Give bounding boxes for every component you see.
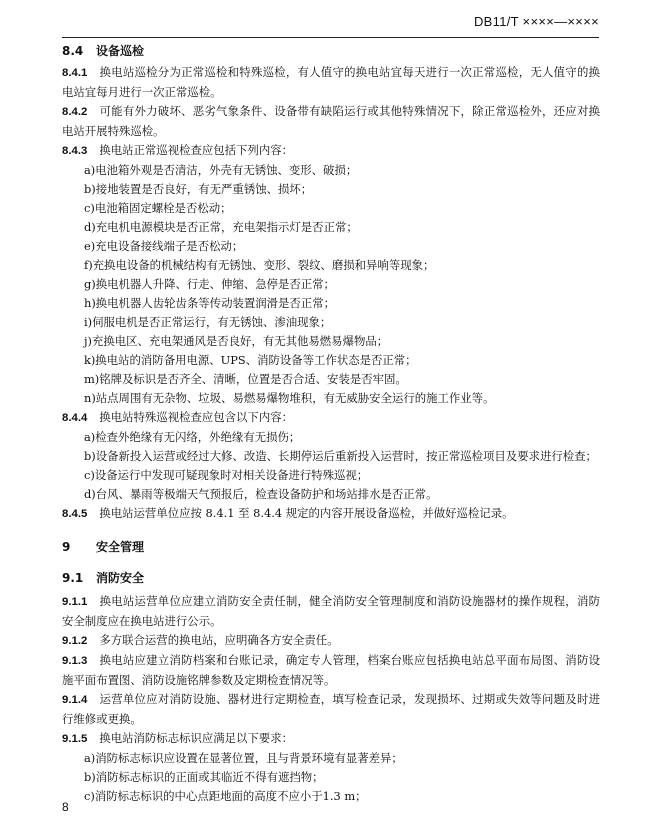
clause-number: 9.1.1	[62, 596, 88, 608]
clause-text: 多方联合运营的换电站，应明确各方安全责任。	[99, 633, 339, 647]
section-number: 8.4	[62, 44, 84, 58]
section-heading-9	[62, 538, 600, 555]
clause-text: 换电站巡检分为正常巡检和特殊巡检，有人值守的换电站宜每天进行一次正常巡检，无人值守的换电站宜每月进行一次正常巡检。	[62, 65, 600, 99]
clause-number: 9.1.3	[62, 655, 88, 667]
clause-9-1-5-items	[62, 749, 600, 806]
section-title: 消防安全	[96, 571, 145, 585]
clause-text: 换电站正常巡视检查应包括下列内容：	[99, 143, 293, 157]
clause-number: 9.1.2	[62, 635, 88, 647]
clause-number: 8.4.2	[62, 106, 88, 118]
list-item: e)充电设备接线端子是否松动；	[84, 239, 244, 253]
section-number: 9.1	[62, 571, 84, 585]
section-number: 9	[62, 540, 71, 554]
list-item: m)铭牌及标识是否齐全、清晰，位置是否合适、安装是否牢固。	[84, 372, 407, 386]
clause-number: 9.1.5	[62, 733, 88, 745]
list-item: n)站点周围有无杂物、垃圾、易燃易爆物堆积，有无威胁安全运行的施工作业等。	[84, 391, 495, 405]
clause-text: 可能有外力破坏、恶劣气象条件、设备带有缺陷运行或其他特殊情况下，除正常巡检外，还应对换电站开展特殊巡检。	[62, 104, 600, 138]
list-item: b)设备新投入运营或经过大修、改造、长期停运后重新投入运营时，按正常巡检项目及要求进行检查；	[84, 449, 597, 463]
list-item: b)接地装置是否良好，有无严重锈蚀、损坏；	[84, 182, 313, 196]
list-item: h)换电机器人齿轮齿条等传动装置润滑是否正常；	[84, 296, 335, 310]
list-item: i)伺服电机是否正常运行，有无锈蚀、渗油现象；	[84, 315, 332, 329]
clause-text: 换电站运营单位应按 8.4.1 至 8.4.4 规定的内容开展设备巡检，并做好巡检记录。	[99, 506, 514, 520]
clause-8-4-5	[62, 504, 600, 524]
page-number: 8	[62, 800, 69, 814]
document-code-header: DB11/T ××××—××××	[473, 14, 599, 29]
clause-number: 8.4.1	[62, 67, 88, 79]
list-item: f)充换电设备的机械结构有无锈蚀、变形、裂纹、磨损和异响等现象；	[84, 258, 435, 272]
clause-8-4-3	[62, 141, 600, 161]
clause-8-4-2	[62, 102, 600, 141]
clause-8-4-4-items	[62, 428, 600, 504]
list-item: c)设备运行中发现可疑现象时对相关设备进行特殊巡视；	[84, 468, 369, 482]
clause-number: 9.1.4	[62, 694, 88, 706]
clause-number: 8.4.3	[62, 145, 88, 157]
clause-number: 8.4.5	[62, 508, 88, 520]
list-item: g)换电机器人升降、行走、伸缩、急停是否正常；	[84, 277, 335, 291]
list-item: b)消防标志标识的正面或其临近不得有遮挡物；	[84, 770, 324, 784]
list-item: d)充电机电源模块是否正常，充电架指示灯是否正常；	[84, 220, 358, 234]
section-title: 安全管理	[96, 540, 145, 554]
clause-text: 换电站特殊巡视检查应包含以下内容：	[99, 410, 293, 424]
clause-8-4-3-items	[62, 161, 600, 408]
clause-number: 8.4.4	[62, 412, 88, 424]
clause-text: 换电站应建立消防档案和台账记录，确定专人管理，档案台账应包括换电站总平面布局图、消防设施平面布置图、消防设施铭牌参数及定期检查情况等。	[62, 653, 600, 687]
list-item: c)消防标志标识的中心点距地面的高度不应小于1.3 m；	[84, 789, 367, 803]
clause-9-1-3	[62, 651, 600, 690]
clause-8-4-1	[62, 63, 600, 102]
list-item: j)充换电区、充电架通风是否良好，有无其他易燃易爆物品；	[84, 334, 389, 348]
list-item: d)台风、暴雨等极端天气预报后，检查设备防护和场站排水是否正常。	[84, 487, 438, 501]
clause-9-1-1	[62, 592, 600, 631]
clause-text: 运营单位应对消防设施、器材进行定期检查，填写检查记录，发现损坏、过期或失效等问题及时进行维修或更换。	[62, 692, 600, 726]
header-rule	[62, 37, 599, 38]
clause-9-1-4	[62, 690, 600, 729]
clause-text: 换电站消防标志标识应满足以下要求：	[99, 731, 293, 745]
clause-9-1-5	[62, 729, 600, 749]
list-item: a)检查外绝缘有无闪络，外绝缘有无损伤；	[84, 430, 301, 444]
list-item: c)电池箱固定螺栓是否松动；	[84, 201, 232, 215]
clause-text: 换电站运营单位应建立消防安全责任制，健全消防安全管理制度和消防设施器材的操作规程，消防安全制度应在换电站进行公示。	[62, 594, 600, 628]
page-body	[62, 42, 600, 806]
list-item: a)电池箱外观是否清洁，外壳有无锈蚀、变形、破损；	[84, 163, 358, 177]
section-heading-9-1	[62, 569, 600, 586]
list-item: k)换电站的消防备用电源、UPS、消防设备等工作状态是否正常；	[84, 353, 417, 367]
clause-9-1-2	[62, 631, 600, 651]
section-heading-8-4	[62, 42, 600, 59]
list-item: a)消防标志标识应设置在显著位置，且与背景环境有显著差异；	[84, 751, 403, 765]
section-title: 设备巡检	[96, 44, 145, 58]
clause-8-4-4	[62, 408, 600, 428]
